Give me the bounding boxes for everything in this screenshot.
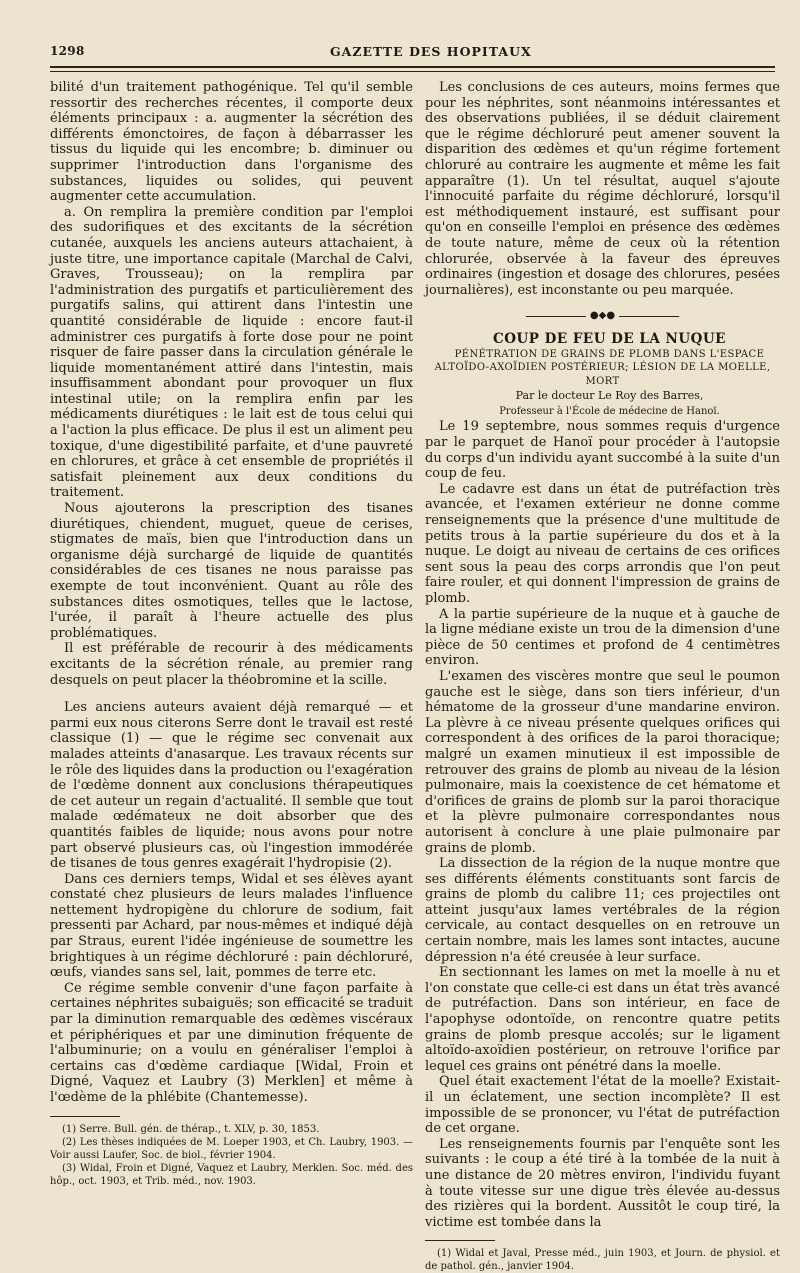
journal-title: GAZETTE DES HOPITAUX: [330, 44, 532, 59]
footnote: (1) Serre. Bull. gén. de thérap., t. XLV, p. 30, 1853.: [62, 1123, 320, 1135]
footnote: (1) Widal et Javal, Presse méd., juin 1903, et Journ. de physiol. et de pathol. gén., janvier 1904.: [425, 1248, 780, 1273]
paragraph: Les anciens auteurs avaient déjà remarqué — et parmi eux nous citerons Serre dont le travail est resté classique (1) — que le régime sec convenait aux malades atteints d'anasarque. Les travaux récents sur le rôle des liquides dans la production ou l'exagération de l'œdème donnent aux conclusions thérapeutiques de cet auteur un regain d'actualité. Il semble que tout malade œdémateux ne doit absorber que des quantités faibles de liquide; nous avons pour notre part observé plusieurs cas, où l'ingestion immodérée de tisanes de tous genres exagérait l'hydropisie (2).: [50, 700, 413, 872]
section-separator: ●◆●: [425, 308, 780, 324]
article-author: Par le docteur Le Roy des Barres,: [515, 389, 704, 403]
author-affiliation: Professeur à l'École de médecine de Hanoï.: [499, 405, 720, 417]
paragraph: En sectionnant les lames on met la moelle à nu et l'on constate que celle-ci est dans un état très avancé de putréfaction. Dans son intérieur, en face de l'apophyse odontoïde, on rencontre quatre petits grains de plomb presque accolés; sur le ligament altoïdo-axoïdien postérieur, on retrouve l'orifice par lequel ces grains ont pénétré dans la moelle.: [425, 965, 780, 1074]
footnote: (3) Widal, Froin et Digné, Vaquez et Laubry, Merklen. Soc. méd. des hôp., oct. 1903, et Trib. méd., nov. 1903.: [50, 1162, 413, 1187]
footnote-rule: [425, 1240, 495, 1241]
article-title: COUP DE FEU DE LA NUQUE: [493, 331, 726, 348]
paragraph-gap: [50, 688, 413, 700]
paragraph: Il est préférable de recourir à des médicaments excitants de la sécrétion rénale, au premier rang desquels on peut placer la théobromine et la scille.: [50, 641, 413, 688]
paragraph: Le 19 septembre, nous sommes requis d'urgence par le parquet de Hanoï pour procéder à l'autopsie du corps d'un individu ayant succombé à la suite d'un coup de feu.: [425, 419, 780, 482]
header-rule-thin: [50, 71, 775, 72]
paragraph: Ce régime semble convenir d'une façon parfaite à certaines néphrites subaiguës; son efficacité se traduit par la diminution remarquable des œdèmes viscéraux et périphériques et par une diminution fréquente de l'albuminurie; on a voulu en généraliser l'emploi à certains cas d'œdème cardiaque [Widal, Froin et Digné, Vaquez et Laubry (3) Merklen] et même à l'œdème de la phlébite (Chantemesse).: [50, 980, 413, 1105]
paragraph: Le cadavre est dans un état de putréfaction très avancée, et l'examen extérieur ne donne comme renseignements que la présence d'une multitude de petits trous à la partie supérieure du dos et à la nuque. Le doigt au niveau de certains de ces orifices sent sous la peau des corps arrondis que l'on peut faire rouler, et qui donnent l'impression de grains de plomb.: [425, 481, 780, 607]
paragraph: Nous ajouterons la prescription des tisanes diurétiques, chiendent, muguet, queue de cerises, stigmates de maïs, bien que l'introduction dans un organisme déjà surchargé de liquide de quantités considérables de ces tisanes ne nous paraisse pas exempte de tout inconvénient. Quant au rôle des substances dites osmotiques, telles que le lactose, l'urée, il paraît à l'heure actuelle des plus problématiques.: [50, 501, 413, 641]
paragraph: Dans ces derniers temps, Widal et ses élèves ayant constaté chez plusieurs de leurs malades l'influence nettement hydropigène du chlorure de sodium, fait pressenti par Achard, par nous-mêmes et indiqué déjà par Straus, eurent l'idée ingénieuse de soumettre les brightiques à un régime déchloruré : pain déchloruré, œufs, viandes sans sel, lait, pommes de terre etc.: [50, 871, 413, 981]
footnote: (2) Les thèses indiquées de M. Loeper 1903, et Ch. Laubry, 1903. — Voir aussi Laufer, Soc. de biol., février 1904.: [50, 1136, 413, 1161]
footnote-rule: [50, 1116, 120, 1117]
right-column: [425, 80, 780, 1273]
page-number: 1298: [50, 44, 85, 58]
paragraph: A la partie supérieure de la nuque et à gauche de la ligne médiane existe un trou de la dimension d'une pièce de 50 centimes et profond de 4 centimètres environ.: [425, 606, 780, 669]
header-rule: [50, 66, 775, 68]
paragraph: Les renseignements fournis par l'enquête sont les suivants : le coup a été tiré à la tombée de la nuit à une distance de 20 mètres environ, l'individu fuyant à toute vitesse sur une digue très élevée au-dessus des rizières qui la bordent. Aussitôt le coup tiré, la victime est tombée dans la: [425, 1136, 780, 1230]
paragraph: La dissection de la région de la nuque montre que ses différents éléments constituants sont farcis de grains de plomb du calibre 11; ces projectiles ont atteint jusqu'aux lames vertébrales de la région cervicale, au contact desquelles on en retrouve un certain nombre, mais les lames sont intactes, aucune dépression n'a été creusée à leur surface.: [425, 856, 780, 965]
paragraph: Les conclusions de ces auteurs, moins fermes que pour les néphrites, sont néanmoins intéressantes et des observations publiées, il se déduit clairement que le régime déchloruré peut amener souvent la disparition des œdèmes et qu'un régime fortement chloruré au contraire les augmente et même les fait apparaître (1). Un tel résultat, auquel s'ajoute l'innocuité parfaite du régime déchloruré, lorsqu'il est méthodiquement instauré, est suffisant pour qu'on en conseille l'emploi en présence des œdèmes de toute nature, même de ceux où la rétention chlorurée, observée à la faveur des épreuves ordinaires (ingestion et dosage des chlorures, pesées journalières), est inconstante ou peu marquée.: [425, 80, 780, 298]
paragraph: L'examen des viscères montre que seul le poumon gauche est le siège, dans son tiers inférieur, d'un hématome de la grosseur d'une mandarine environ. La plèvre à ce niveau présente quelques orifices qui correspondent à des orifices de la paroi thoracique; malgré un examen minutieux il est impossible de retrouver des grains de plomb au niveau de la lésion pulmonaire, mais la coexistence de cet hématome et d'orifices de grains de plomb sur la paroi thoracique et la plèvre pulmonaire correspondantes nous autorisent à conclure à une plaie pulmonaire par grains de plomb.: [425, 668, 780, 856]
left-column: [50, 80, 413, 1188]
article-subtitle: PÉNÉTRATION DE GRAINS DE PLOMB DANS L'ESPACE ALTOÏDO-AXOÏDIEN POSTÉRIEUR; LÉSION DE LA MOELLE, MORT: [434, 348, 771, 387]
footnotes: [425, 1247, 780, 1273]
paragraph: a. On remplira la première condition par l'emploi des sudorifiques et des excitants de la sécrétion cutanée, auxquels les anciens auteurs attachaient, à juste titre, une importance capitale (Marchal de Calvi, Graves, Trousseau); on la remplira par l'administration des purgatifs et particulièrement des purgatifs salins, qui attirent dans l'intestin une quantité considérable de liquide : encore faut-il administrer ces purgatifs à forte dose pour ne point risquer de faire passer dans la circulation générale le liquide momentanément attiré dans l'intestin, mais insuffisamment abondant pour provoquer un flux intestinal utile; on la remplira enfin par les médicaments diurétiques : le lait est de tous celui qui a l'action la plus efficace. De plus il est un aliment peu toxique, d'une digestibilité parfaite, et d'une pauvreté en chlorures, et grâce à cet ensemble de propriétés il satisfait pleinement aux deux conditions du traitement.: [50, 204, 413, 501]
footnotes: [50, 1123, 413, 1188]
paragraph: bilité d'un traitement pathogénique. Tel qu'il semble ressortir des recherches récentes, il comporte deux éléments principaux : a. augmenter la sécrétion des différents émonctoires, de façon à débarrasser les tissus du liquide qui les encombre; b. diminuer ou supprimer l'introduction dans l'organisme des substances, liquides ou solides, qui peuvent augmenter cette accumulation.: [50, 80, 413, 205]
paragraph: Quel était exactement l'état de la moelle? Existait-il un éclatement, une section incomplète? Il est impossible de se prononcer, vu l'état de putréfaction de cet organe.: [425, 1074, 780, 1137]
